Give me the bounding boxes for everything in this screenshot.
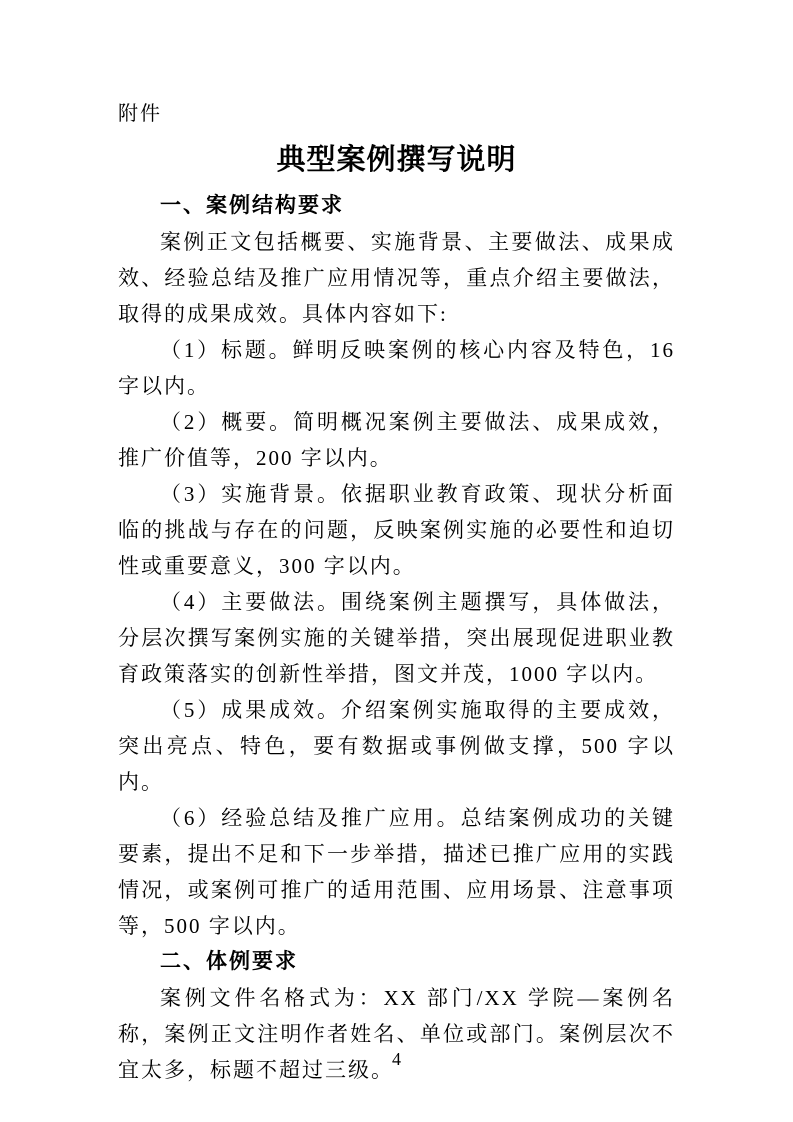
page-number: 4: [392, 1049, 401, 1069]
paragraph-item-1-title: （1）标题。鲜明反映案例的核心内容及特色，16 字以内。: [118, 338, 675, 398]
paragraph-item-4-main-practices: （4）主要做法。围绕案例主题撰写，具体做法，分层次撰写案例实施的关键举措，突出展现促进职业教育政策落实的创新性举措，图文并茂，1000 字以内。: [118, 590, 675, 686]
paragraph-item-5-results: （5）成果成效。介绍案例实施取得的主要成效，突出亮点、特色，要有数据或事例做支撑，500 字以内。: [118, 698, 675, 794]
paragraph-item-2-summary: （2）概要。简明概况案例主要做法、成果成效，推广价值等，200 字以内。: [118, 410, 675, 470]
document-title: 典型案例撰写说明: [276, 144, 517, 176]
section-heading-structure-requirements: 一、案例结构要求: [160, 194, 344, 217]
section-heading-style-requirements: 二、体例要求: [160, 950, 298, 973]
paragraph-item-3-background: （3）实施背景。依据职业教育政策、现状分析面临的挑战与存在的问题，反映案例实施的必要性和迫切性或重要意义，300 字以内。: [118, 482, 675, 578]
paragraph-item-6-experience: （6）经验总结及推广应用。总结案例成功的关键要素，提出不足和下一步举措，描述已推广应用的实践情况，或案例可推广的适用范围、应用场景、注意事项等，500 字以内。: [118, 806, 675, 938]
paragraph-overview: 案例正文包括概要、实施背景、主要做法、成果成效、经验总结及推广应用情况等，重点介绍主要做法，取得的成果成效。具体内容如下:: [118, 230, 675, 326]
paragraph-file-naming: 案例文件名格式为：XX 部门/XX 学院—案例名称，案例正文注明作者姓名、单位或部门。案例层次不宜太多，标题不超过三级。: [118, 986, 675, 1082]
attachment-label: 附件: [118, 103, 162, 125]
